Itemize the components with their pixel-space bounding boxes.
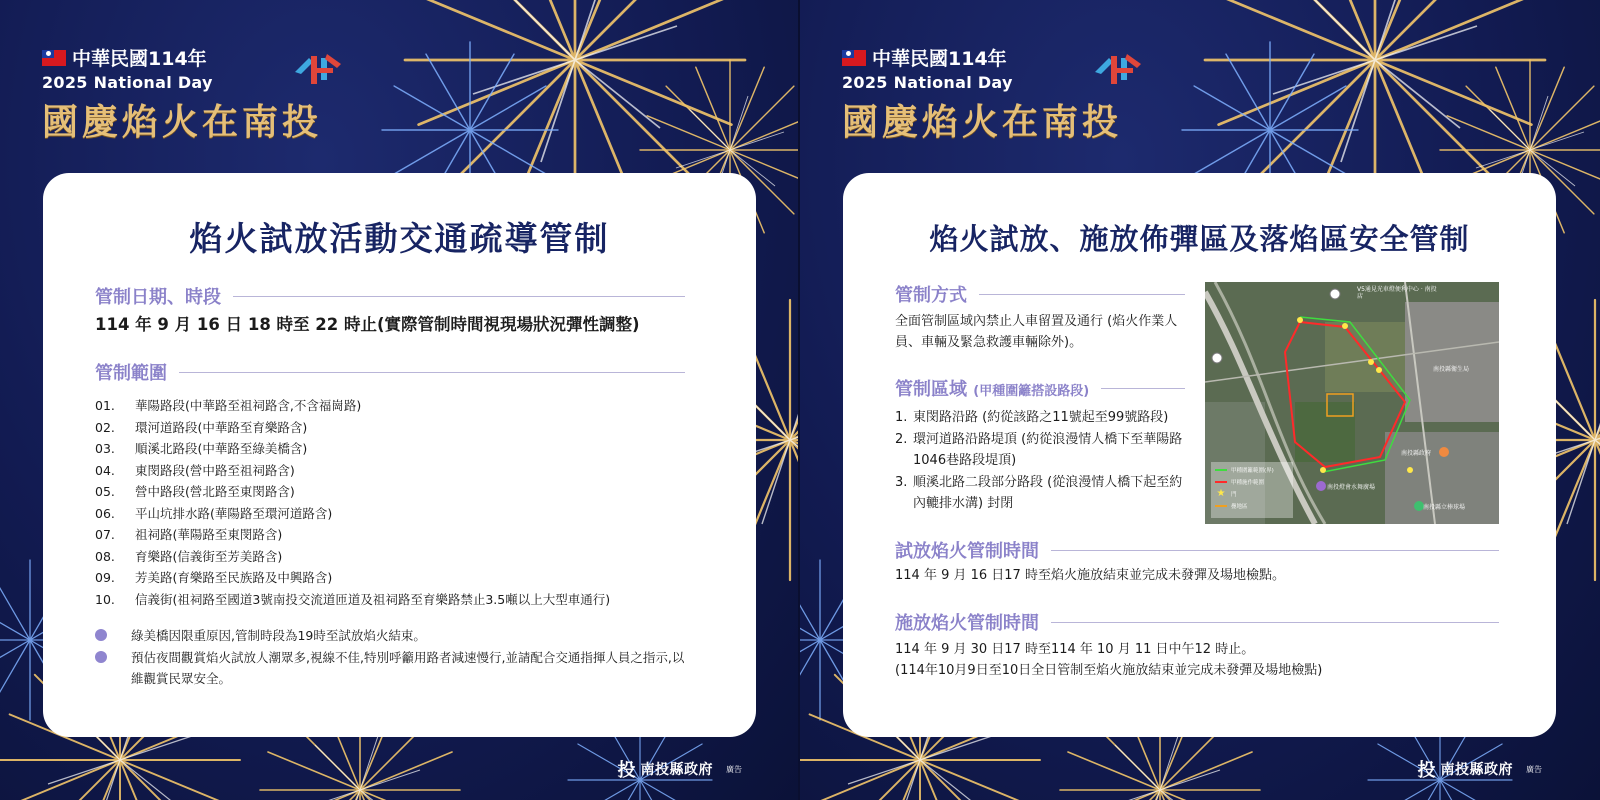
legend-item: ★ 門 (1216, 488, 1237, 499)
brand-subtitle: 2025 National Day (842, 73, 1013, 92)
government-name: 南投縣政府 (1440, 762, 1513, 778)
control-area-list (895, 407, 1195, 515)
event-brand (842, 44, 1122, 145)
section-heading-trial: 試放焰火管制時間 (895, 537, 1499, 563)
map-place-label: 南投燈會水舞廣場 (1327, 484, 1376, 491)
section-heading-method: 管制方式 (895, 281, 1185, 307)
government-name: 南投縣政府 (640, 762, 713, 778)
map-place-label: 南投縣政府 (1401, 450, 1432, 457)
list-item: 3. 順溪北路二段部分路段 (從浪漫情人橋下起至約內轆排水溝) 封閉 (895, 475, 1183, 511)
legend-item: 甲種施作範圍 (1215, 476, 1293, 488)
event-brand (42, 44, 322, 145)
list-item: 2. 環河道路沿路堤頂 (約從浪漫情人橋下至華陽路1046巷路段堤頂) (895, 432, 1183, 468)
list-item: 09. 芳美路(育樂路至民族路及中興路含) (95, 570, 333, 585)
trial-control-text: 114 年 9 月 16 日17 時至焰火施放結束並完成未發彈及場地檢點。 (895, 568, 1285, 583)
ad-label: 廣告 (1526, 764, 1542, 774)
control-schedule-text: 114 年 9 月 16 日 18 時至 22 時止(實際管制時間視現場狀況彈性調整) (95, 315, 640, 334)
brand-title: 國慶焰火在南投 (842, 101, 1123, 143)
section-heading-schedule: 管制日期、時段 (95, 283, 685, 309)
control-road-list (95, 395, 695, 610)
national-day-logo-icon (1088, 50, 1148, 90)
safety-control-poster (800, 0, 1600, 800)
map-legend (1215, 464, 1293, 512)
brand-year: 中華民國114年 (72, 48, 207, 70)
list-item: 08. 育樂路(信義街至芳美路含) (95, 548, 283, 564)
list-item: 02. 環河道路段(中華路至育樂路含) (95, 419, 308, 435)
note-item: 綠美橋因限重原因,管制時段為19時至試放焰火結束。 (95, 625, 695, 646)
bullet-dot-icon (95, 651, 107, 663)
launch-control-note: (114年10月9日至10日全日管制至焰火施放結束並完成未發彈及場地檢點) (895, 663, 1323, 678)
government-logo-icon: 投 (1417, 760, 1436, 781)
list-item: 01. 華陽路段(中華路至祖祠路含,不含福崗路) (95, 398, 362, 413)
taiwan-flag-icon (42, 50, 66, 66)
brand-title: 國慶焰火在南投 (42, 101, 323, 143)
section-heading-area: 管制區域 (甲種圍籬搭設路段) (895, 375, 1185, 401)
section-heading-scope: 管制範圍 (95, 359, 685, 385)
government-credit (1418, 756, 1543, 782)
list-item: 06. 平山坑排水路(華陽路至環河道路含) (95, 505, 333, 521)
legend-item: 疊地區 (1215, 500, 1293, 512)
brand-subtitle: 2025 National Day (42, 73, 213, 92)
notes-list (95, 625, 695, 690)
map-place-label: 南投縣衛生局 (1433, 366, 1470, 373)
control-area-map (1205, 282, 1499, 524)
list-item: 1. 東閔路沿路 (約從該路之11號起至99號路段) (895, 410, 1169, 425)
map-place-label: 南投縣立棒球場 (1423, 504, 1466, 511)
launch-control-text: 114 年 9 月 30 日17 時至114 年 10 月 11 日中午12 時止。 (895, 642, 1255, 657)
taiwan-flag-icon (842, 50, 866, 66)
traffic-control-card (43, 173, 756, 737)
brand-year: 中華民國114年 (872, 48, 1007, 70)
map-place-label: V5通見光車燈便利中心 · 南投店 (1357, 286, 1437, 300)
list-item: 10. 信義街(祖祠路至國道3號南投交流道匝道及祖祠路至育樂路禁止3.5噸以上大型車通行) (95, 591, 611, 607)
star-icon: ★ (1216, 488, 1226, 499)
legend-item: 甲種圍籬範圍(界) (1215, 464, 1293, 476)
government-logo-icon: 投 (617, 760, 636, 781)
bullet-dot-icon (95, 629, 107, 641)
control-method-text: 全面管制區域內禁止人車留置及通行 (焰火作業人員、車輛及緊急救護車輛除外)。 (895, 314, 1178, 350)
list-item: 05. 營中路段(營北路至東閔路含) (95, 484, 295, 499)
government-credit (618, 756, 743, 782)
safety-control-card (843, 173, 1556, 737)
list-item: 04. 東閔路段(營中路至祖祠路含) (95, 462, 295, 478)
national-day-logo-icon (288, 50, 348, 90)
note-item: 預估夜間觀賞焰火試放人潮眾多,視線不佳,特別呼籲用路者減速慢行,並請配合交通指揮人員之指示,以維觀賞民眾安全。 (95, 647, 695, 689)
ad-label: 廣告 (726, 764, 742, 774)
section-heading-launch: 施放焰火管制時間 (895, 609, 1499, 635)
list-item: 03. 順溪北路段(中華路至綠美橋含) (95, 441, 308, 456)
list-item: 07. 祖祠路(華陽路至東閔路含) (95, 527, 283, 542)
card-title: 焰火試放、施放佈彈區及落焰區安全管制 (929, 222, 1470, 256)
card-title: 焰火試放活動交通疏導管制 (189, 219, 610, 258)
